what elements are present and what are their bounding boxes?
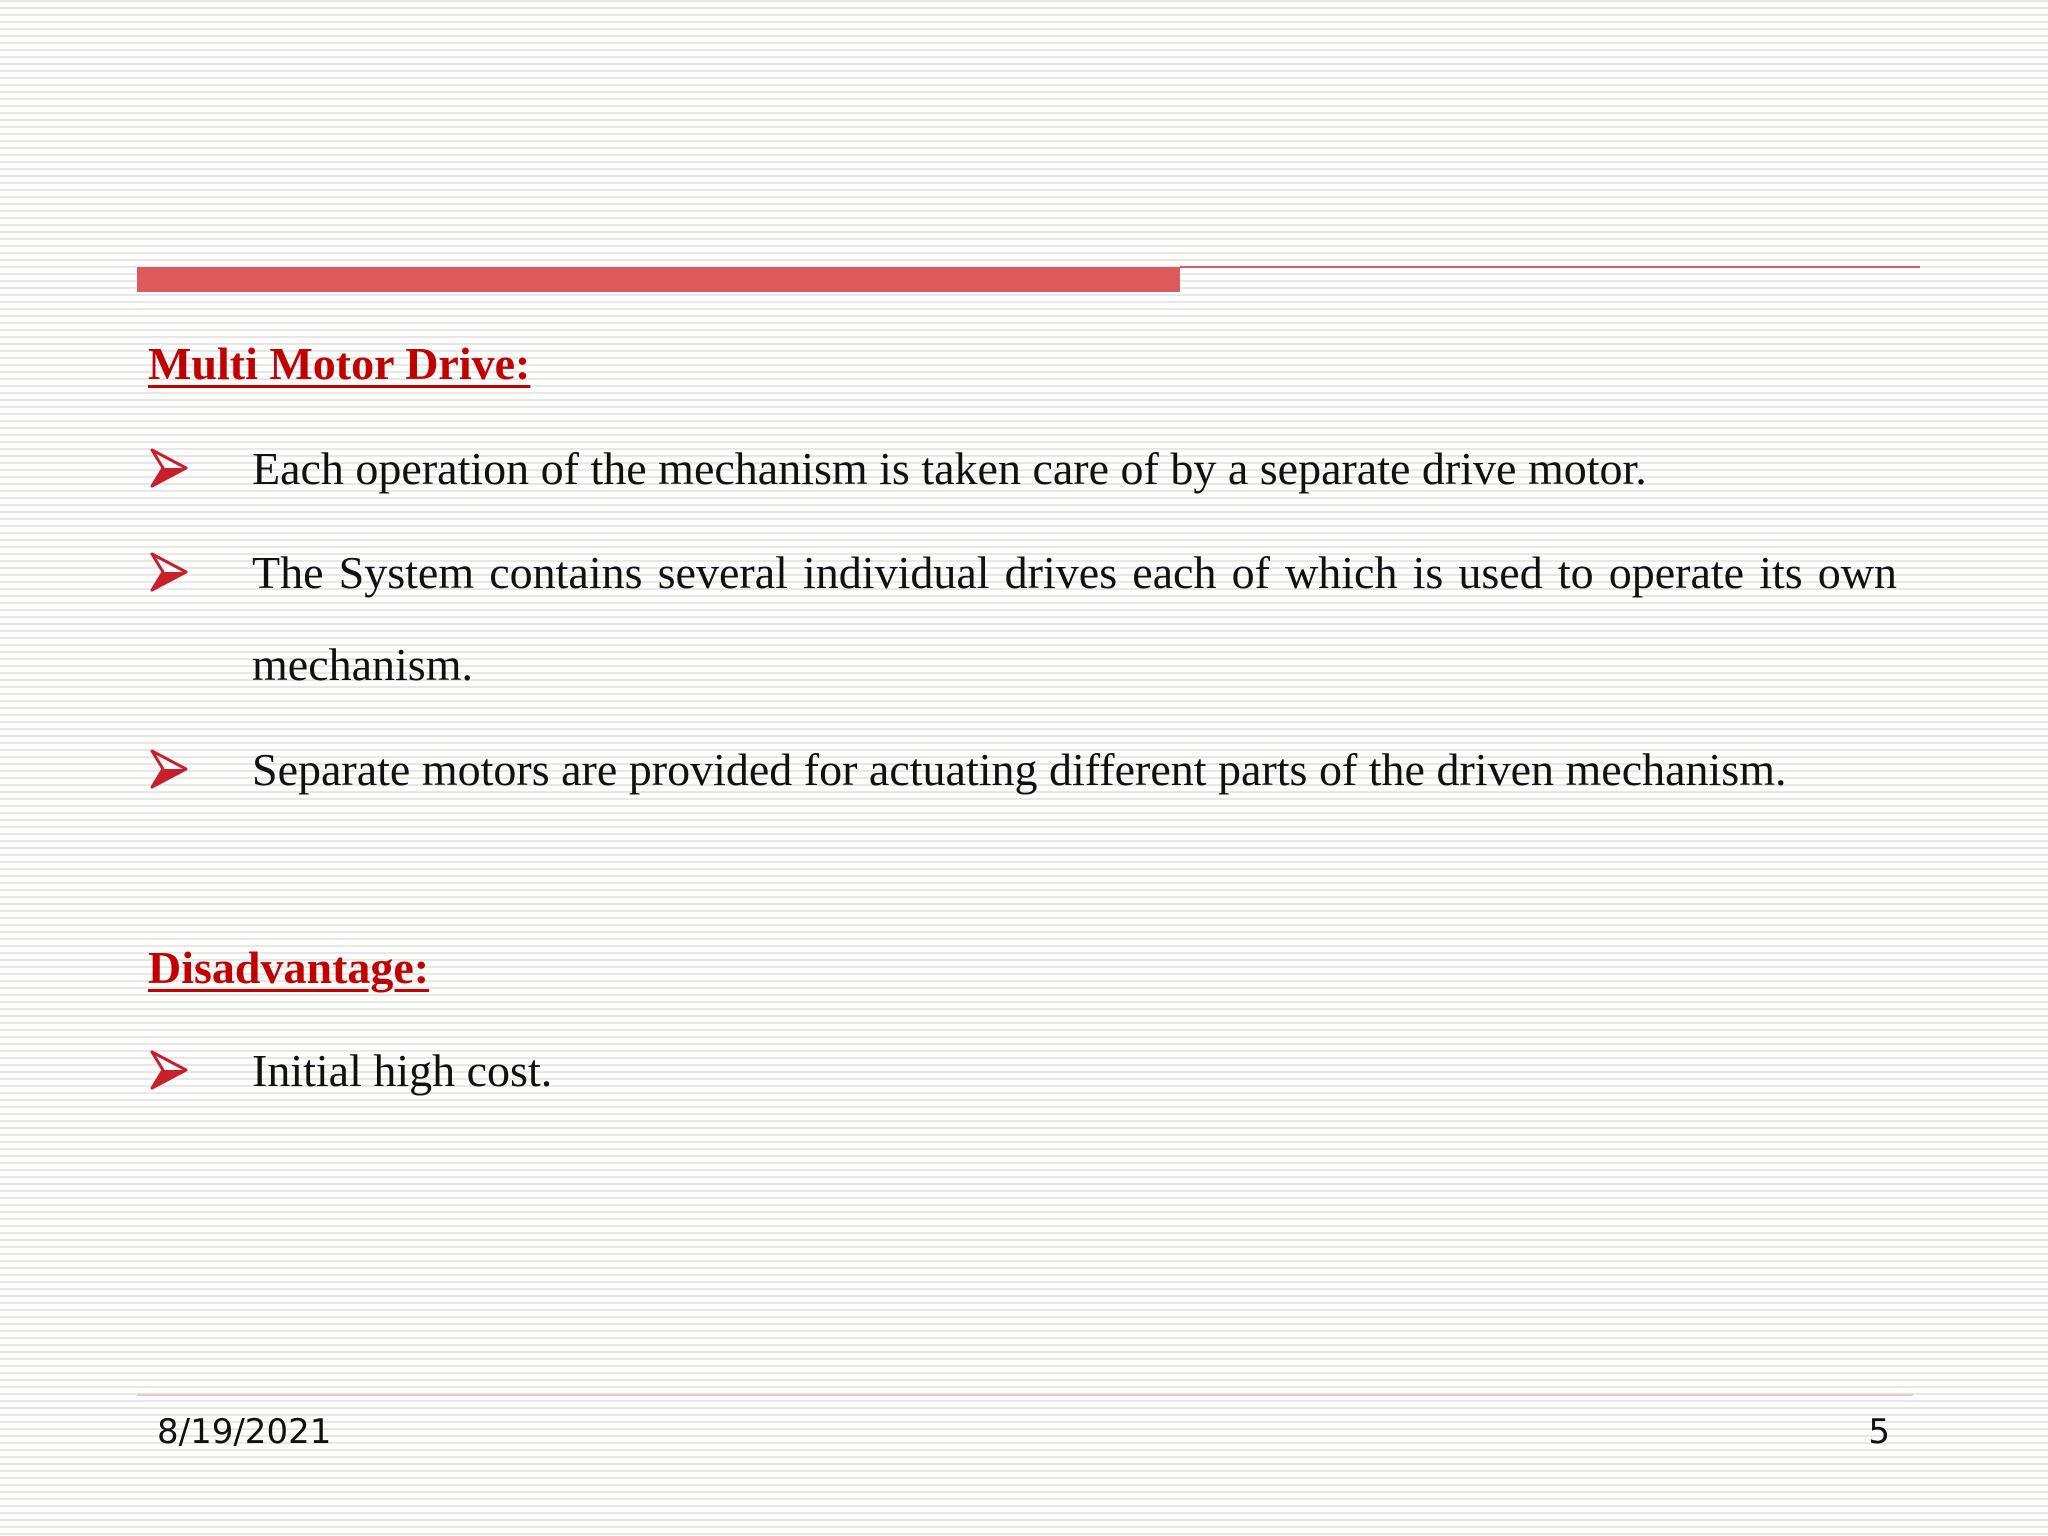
footer-divider <box>137 1394 1913 1396</box>
footer-date: 8/19/2021 <box>157 1412 332 1452</box>
list-item <box>252 1025 1897 1117</box>
bullet-text: Initial high cost. <box>252 1045 553 1096</box>
title-accent-line <box>1180 266 1920 268</box>
list-item <box>252 423 1897 515</box>
bullet-text: Each operation of the mechanism is taken care of by a separate drive motor. <box>252 443 1647 494</box>
section-heading-disadvantage: Disadvantage: <box>148 942 430 993</box>
bullet-text: The System contains several individual drives each of which is used to operate its own mechanism. <box>252 547 1897 690</box>
title-accent-bar <box>137 267 1180 292</box>
arrow-bullet-icon <box>150 1050 188 1090</box>
section-heading-multi-motor-drive: Multi Motor Drive: <box>148 338 531 389</box>
list-item <box>252 527 1897 711</box>
arrow-bullet-icon <box>150 749 188 789</box>
bullet-text: Separate motors are provided for actuating different parts of the driven mechanism. <box>252 744 1787 795</box>
arrow-bullet-icon <box>150 448 188 488</box>
arrow-bullet-icon <box>150 552 188 592</box>
footer-page-number: 5 <box>1868 1412 1890 1452</box>
list-item <box>252 724 1897 816</box>
